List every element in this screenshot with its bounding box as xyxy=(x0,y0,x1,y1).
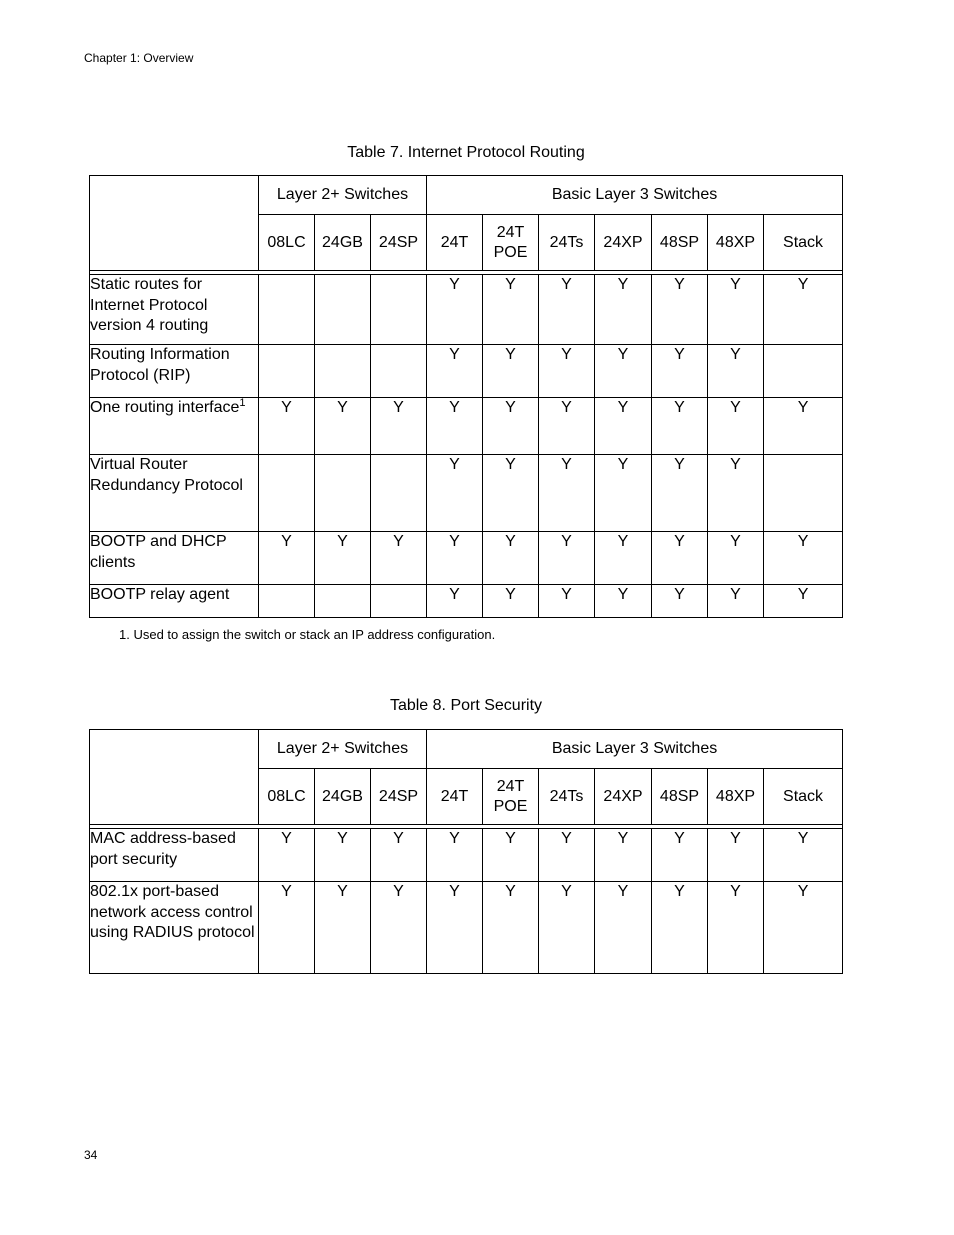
group-header-layer3: Basic Layer 3 Switches xyxy=(427,176,843,215)
support-cell: Y xyxy=(708,829,764,882)
column-header: 08LC xyxy=(259,769,315,825)
table-row xyxy=(90,882,843,974)
column-header: 24Ts xyxy=(539,215,595,271)
row-label xyxy=(90,532,259,585)
group-header-layer2: Layer 2+ Switches xyxy=(259,176,427,215)
support-cell: Y xyxy=(483,882,539,974)
column-header: 24XP xyxy=(595,769,652,825)
support-cell: Y xyxy=(595,585,652,618)
column-header: 24GB xyxy=(315,215,371,271)
row-label-text: Routing Information Protocol (RIP) xyxy=(90,346,230,384)
support-cell: Y xyxy=(483,532,539,585)
table-8-caption: Table 8. Port Security xyxy=(389,697,543,714)
support-cell: Y xyxy=(371,532,427,585)
support-cell: Y xyxy=(764,275,843,345)
support-cell: Y xyxy=(371,882,427,974)
row-label xyxy=(90,398,259,455)
support-cell: Y xyxy=(595,455,652,532)
support-cell: Y xyxy=(259,532,315,585)
support-cell: Y xyxy=(539,585,595,618)
support-cell: Y xyxy=(708,398,764,455)
support-cell: Y xyxy=(427,532,483,585)
support-cell: Y xyxy=(764,882,843,974)
support-cell: Y xyxy=(539,829,595,882)
row-label-text: One routing interface xyxy=(90,399,240,416)
row-label-text: 802.1x port-based network access control using RADIUS protocol xyxy=(90,883,255,941)
table-7-caption: Table 7. Internet Protocol Routing xyxy=(347,144,585,161)
support-cell: Y xyxy=(259,829,315,882)
column-header: Stack xyxy=(764,769,843,825)
row-label-text: Static routes for Internet Protocol version 4 routing xyxy=(90,276,209,334)
group-header-layer2: Layer 2+ Switches xyxy=(259,730,427,769)
row-label-text: MAC address-based port security xyxy=(90,830,236,868)
support-cell: Y xyxy=(427,829,483,882)
table-row xyxy=(90,585,843,618)
column-header: 24SP xyxy=(371,769,427,825)
support-cell: Y xyxy=(483,345,539,398)
support-cell xyxy=(259,455,315,532)
table-body xyxy=(90,275,843,618)
support-cell: Y xyxy=(483,455,539,532)
header-corner-cell xyxy=(90,176,259,271)
support-cell: Y xyxy=(652,398,708,455)
header-corner-cell xyxy=(90,730,259,825)
footnote-mark: 1 xyxy=(239,397,246,409)
support-cell: Y xyxy=(427,585,483,618)
support-cell: Y xyxy=(539,275,595,345)
column-header: 08LC xyxy=(259,215,315,271)
table-row xyxy=(90,829,843,882)
support-cell: Y xyxy=(764,532,843,585)
support-cell xyxy=(315,585,371,618)
support-cell: Y xyxy=(539,345,595,398)
support-cell xyxy=(764,455,843,532)
support-cell xyxy=(315,455,371,532)
support-cell xyxy=(371,585,427,618)
support-cell: Y xyxy=(315,882,371,974)
support-cell: Y xyxy=(595,345,652,398)
table-row xyxy=(90,345,843,398)
support-cell: Y xyxy=(764,585,843,618)
group-header-row xyxy=(90,176,843,215)
support-cell xyxy=(259,585,315,618)
support-cell: Y xyxy=(595,275,652,345)
ip-routing-table xyxy=(89,175,843,618)
support-cell: Y xyxy=(539,455,595,532)
table-body xyxy=(90,829,843,974)
column-header: 24T xyxy=(427,215,483,271)
group-header-layer3: Basic Layer 3 Switches xyxy=(427,730,843,769)
support-cell: Y xyxy=(427,345,483,398)
column-header: 48SP xyxy=(652,769,708,825)
column-header: 48SP xyxy=(652,215,708,271)
support-cell: Y xyxy=(595,882,652,974)
column-header: 48XP xyxy=(708,769,764,825)
support-cell: Y xyxy=(259,398,315,455)
support-cell: Y xyxy=(483,585,539,618)
port-security-table xyxy=(89,729,843,974)
support-cell: Y xyxy=(708,532,764,585)
support-cell: Y xyxy=(539,398,595,455)
column-header: 24T xyxy=(427,769,483,825)
row-label-text: BOOTP relay agent xyxy=(90,586,230,603)
support-cell: Y xyxy=(708,585,764,618)
support-cell: Y xyxy=(315,532,371,585)
support-cell: Y xyxy=(595,398,652,455)
column-header: 24T POE xyxy=(483,769,539,825)
support-cell xyxy=(259,345,315,398)
footnote: 1. Used to assign the switch or stack an IP address configuration. xyxy=(119,627,496,642)
column-header: 24T POE xyxy=(483,215,539,271)
support-cell: Y xyxy=(708,882,764,974)
support-cell: Y xyxy=(315,829,371,882)
support-cell: Y xyxy=(652,532,708,585)
support-cell: Y xyxy=(483,829,539,882)
support-cell: Y xyxy=(539,882,595,974)
support-cell: Y xyxy=(483,398,539,455)
row-label xyxy=(90,585,259,618)
support-cell xyxy=(315,345,371,398)
support-cell: Y xyxy=(652,829,708,882)
support-cell xyxy=(371,455,427,532)
row-label xyxy=(90,455,259,532)
column-header: 48XP xyxy=(708,215,764,271)
group-header-row xyxy=(90,730,843,769)
row-label xyxy=(90,829,259,882)
support-cell: Y xyxy=(764,829,843,882)
support-cell: Y xyxy=(595,829,652,882)
row-label xyxy=(90,882,259,974)
support-cell: Y xyxy=(427,882,483,974)
support-cell xyxy=(764,345,843,398)
row-label xyxy=(90,345,259,398)
support-cell: Y xyxy=(708,275,764,345)
support-cell: Y xyxy=(652,455,708,532)
page-number: 34 xyxy=(84,1148,98,1162)
table-row xyxy=(90,455,843,532)
support-cell: Y xyxy=(427,275,483,345)
support-cell: Y xyxy=(652,585,708,618)
support-cell xyxy=(371,345,427,398)
support-cell xyxy=(259,275,315,345)
support-cell xyxy=(315,275,371,345)
support-cell: Y xyxy=(595,532,652,585)
row-label-text: Virtual Router Redundancy Protocol xyxy=(90,456,243,494)
support-cell: Y xyxy=(371,398,427,455)
support-cell: Y xyxy=(652,275,708,345)
support-cell: Y xyxy=(427,398,483,455)
column-header: 24XP xyxy=(595,215,652,271)
support-cell: Y xyxy=(371,829,427,882)
column-header: Stack xyxy=(764,215,843,271)
running-head: Chapter 1: Overview xyxy=(84,51,194,65)
row-label xyxy=(90,275,259,345)
support-cell: Y xyxy=(652,882,708,974)
support-cell: Y xyxy=(708,345,764,398)
support-cell: Y xyxy=(315,398,371,455)
column-header: 24SP xyxy=(371,215,427,271)
support-cell: Y xyxy=(764,398,843,455)
table-row xyxy=(90,532,843,585)
support-cell: Y xyxy=(483,275,539,345)
support-cell: Y xyxy=(259,882,315,974)
support-cell xyxy=(371,275,427,345)
support-cell: Y xyxy=(427,455,483,532)
support-cell: Y xyxy=(708,455,764,532)
row-label-text: BOOTP and DHCP clients xyxy=(90,533,227,571)
column-header: 24GB xyxy=(315,769,371,825)
table-row xyxy=(90,398,843,455)
column-header: 24Ts xyxy=(539,769,595,825)
table-row xyxy=(90,275,843,345)
support-cell: Y xyxy=(539,532,595,585)
support-cell: Y xyxy=(652,345,708,398)
